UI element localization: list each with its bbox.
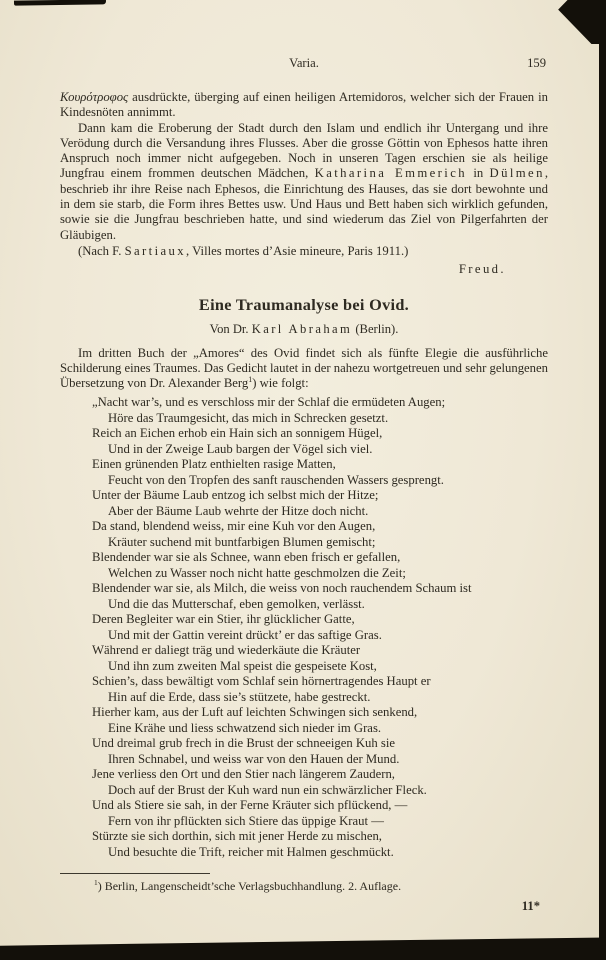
source-citation: [60, 244, 548, 259]
poem-line: Schien’s, dass bewältigt vom Schlaf sein hörnertragendes Haupt er: [92, 674, 431, 689]
printer-signature-mark: 11*: [521, 898, 540, 913]
poem-line: Eine Krähe und liess schwatzend sich nieder im Gras.: [108, 720, 382, 735]
text-segment-sup: 1: [248, 374, 253, 384]
text-segment: (Nach F.: [78, 243, 125, 258]
text-segment-sperr: Sartiaux: [124, 243, 187, 258]
poem-line: Stürzte sie sich dorthin, sich mit jener Herde zu mischen,: [92, 829, 382, 844]
poem-line: Und die das Mutterschaf, eben gemolken, verlässt.: [108, 596, 365, 611]
poem-line: Blendender war sie als Schnee, wann eben frisch er gefallen,: [92, 550, 401, 565]
poem-line: Höre das Traumgesicht, das mich in Schrecken gesetzt.: [108, 410, 389, 425]
poem-line: Und in der Zweige Laub bargen der Vögel sich viel.: [108, 441, 373, 456]
running-head: [60, 56, 548, 73]
poem-line: Aber der Bäume Laub wehrte der Hitze doch nicht.: [108, 503, 369, 518]
poem-block: [92, 395, 548, 860]
poem-line: Und ihn zum zweiten Mal speist die gespeisete Kost,: [108, 658, 377, 673]
footnote-separator: [60, 873, 210, 874]
poem-line: Fern von ihr pflückten sich Stiere das üppige Kraut —: [108, 813, 384, 828]
article-byline: [60, 322, 548, 337]
text-segment: ausdrückte, überging auf einen heiligen Artemidoros, welcher sich der Frauen in Kindesnöten annimmt.: [60, 90, 548, 120]
poem-line: Deren Begleiter war ein Stier, ihr glücklicher Gatte,: [92, 612, 355, 627]
article-title: Eine Traumanalyse bei Ovid.: [198, 294, 410, 314]
footnote: [60, 879, 548, 894]
text-segment: ) wie folgt:: [252, 376, 309, 391]
poem-line: Und mit der Gattin vereint drückt’ er das saftige Gras.: [108, 627, 382, 642]
paragraph-continuation: [60, 90, 548, 121]
text-segment: , Villes mortes d’Asie mineure, Paris 1911.): [186, 243, 409, 258]
text-segment-greek: Κουρότροφος: [60, 90, 129, 104]
author-signature: Freud.: [458, 262, 506, 277]
text-segment: Dann kam die Eroberung der Stadt durch den Islam und endlich ihr Untergang und ihre Verödung durch die Versandung ihres Flusses. Aber die grosse Göttin von Ephesos hatte ihren Anspruch noch immer nicht aufgegeben. Noch in unseren Tagen erschien sie als heilige Jungfrau einem frommen deutschen Mädchen,: [60, 120, 548, 181]
paragraph-history: [60, 121, 548, 243]
text-segment-sperr: Dülmen: [489, 166, 545, 181]
text-segment: Von Dr.: [209, 321, 252, 336]
text-segment-sperr: Katharina Emmerich: [314, 166, 468, 181]
poem-line: Und besuchte die Trift, reicher mit Halmen geschmückt.: [108, 844, 394, 859]
text-segment-sperr: Karl Abraham: [251, 321, 353, 336]
poem-line: Doch auf der Brust der Kuh ward nun ein schwärzlicher Fleck.: [108, 782, 427, 797]
poem-line: Hierher kam, aus der Luft auf leichten Schwingen sich senkend,: [92, 705, 418, 720]
poem-line: Jene verliess den Ort und den Stier nach längerem Zaudern,: [92, 767, 395, 782]
poem-line: Unter der Bäume Laub entzog ich selbst mich der Hitze;: [92, 488, 379, 503]
poem-line: Ihren Schnabel, und weiss war von den Hauen der Mund.: [108, 751, 400, 766]
scan-artifact-bottom-edge: [0, 937, 606, 960]
text-segment: (Berlin).: [352, 321, 399, 336]
text-segment: ) Berlin, Langenscheidt’sche Verlagsbuchhandlung. 2. Auflage.: [97, 879, 402, 894]
poem-line: Reich an Eichen erhob ein Hain sich an sonnigem Hügel,: [92, 426, 383, 441]
article-lead-paragraph: [60, 346, 548, 392]
text-segment: , beschrieb ihr ihre Reise nach Ephesos, die Einrichtung des Hauses, das sie dort bewohnte und in dem sie starb, die Form ihres Bettes usw. Und Haus und Bett haben sich wirklich gefunden, sowie sie die Jungfrau beschrieben hatte, und sind wiederum das Ziel von Pilgerfahrten der Gläubigen.: [60, 166, 548, 242]
poem-line: Und dreimal grub frech in die Brust der schneeigen Kuh sie: [92, 736, 396, 751]
text-segment: Im dritten Buch der „Amores“ des Ovid findet sich als fünfte Elegie die ausführliche Schilderung eines Traumes. Das Gedicht lautet in der nahezu wortgetreuen und sehr gelungenen Übersetzung von Dr. Alexander Berg: [60, 345, 548, 391]
poem-line: Hin auf die Erde, dass sie’s stützete, habe gestreckt.: [108, 689, 371, 704]
scan-artifact-top-left: [14, 0, 106, 6]
text-segment-sup: 1: [94, 878, 98, 888]
poem-line: Welchen zu Wasser noch nicht hatte geschmolzen die Zeit;: [108, 565, 406, 580]
page-number: 159: [527, 56, 546, 70]
poem-line: Feucht von den Tropfen des sanft rauschenden Wassers gesprengt.: [108, 472, 444, 487]
poem-line: Einen grünenden Platz enthielten rasige Matten,: [92, 457, 336, 472]
poem-line: Während er daliegt träg und wiederkäute die Kräuter: [92, 643, 361, 658]
poem-line: Blendender war sie, als Milch, die weiss von noch rauchendem Schaum ist: [92, 581, 472, 596]
page-content: [60, 56, 548, 914]
poem-line: Da stand, blendend weiss, mir eine Kuh vor den Augen,: [92, 519, 376, 534]
scan-artifact-right-edge: [599, 0, 606, 960]
poem-line: „Nacht war’s, und es verschloss mir der Schlaf die ermüdeten Augen;: [92, 395, 446, 410]
poem-line: Und als Stiere sie sah, in der Ferne Kräuter sich pflückend, —: [92, 798, 408, 813]
running-head-section-title: Varia.: [289, 56, 319, 70]
text-segment: in: [467, 166, 490, 181]
poem-line: Kräuter suchend mit buntfarbigen Blumen gemischt;: [108, 534, 376, 549]
